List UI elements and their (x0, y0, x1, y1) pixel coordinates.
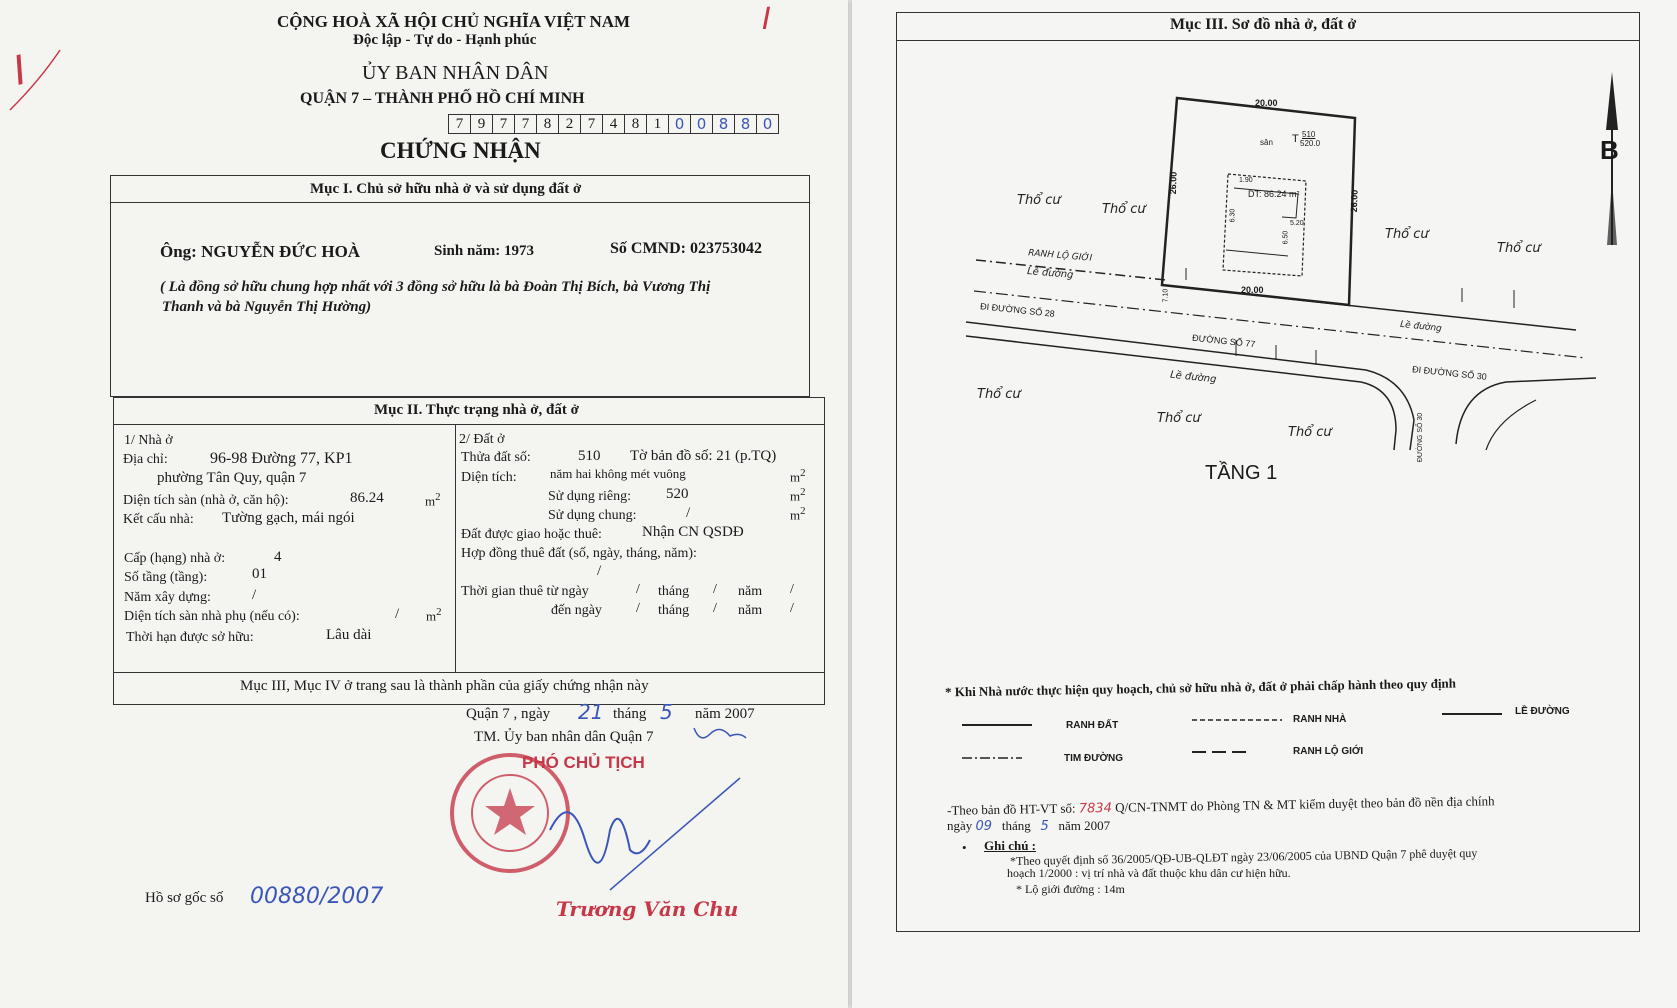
lease-from-month: / (713, 582, 717, 597)
serial-digit: 7 (515, 115, 537, 133)
parcel-value: 510 (578, 448, 601, 464)
notes-heading: Ghi chú : (984, 838, 1037, 853)
land-area-label: Diện tích: (461, 470, 517, 485)
yard-label: sân (1260, 138, 1273, 147)
owner-birth-year: Sinh năm: 1973 (434, 243, 535, 259)
serial-digit: 7 (581, 115, 603, 133)
notes-bullet: • (962, 840, 967, 855)
land-area-words: năm hai không mét vuông (550, 466, 686, 481)
note-2: * Lộ giới đường : 14m (1016, 882, 1125, 896)
lot-width-bottom: 20.00 (1241, 285, 1264, 295)
signatory-title: PHÓ CHỦ TỊCH (522, 753, 645, 772)
serial-digit: 8 (625, 115, 647, 133)
lease-from-day: / (636, 582, 640, 597)
house-heading: 1/ Nhà ở (124, 433, 173, 448)
signature (530, 770, 750, 900)
certificate-title: CHỨNG NHẬN (380, 138, 541, 163)
lease-from-month-label: tháng (658, 584, 690, 599)
legend-lines (942, 700, 1602, 770)
lease-to-day: / (636, 601, 640, 616)
margin-mark-right: I (762, 2, 771, 37)
legend-road-center: TIM ĐƯỜNG (1064, 753, 1124, 764)
owner-name: Ông: NGUYỄN ĐỨC HOÀ (160, 242, 361, 261)
map-reference-date: ngày 09 tháng 5 năm 2007 (947, 818, 1111, 834)
issue-date-month-label: tháng (613, 706, 647, 722)
ownership-term-value: Lâu dài (326, 627, 372, 643)
co-owner-line-2: Thanh và bà Nguyễn Thị Hường) (162, 299, 372, 315)
road-77-label: ĐƯỜNG SỐ 77 (1191, 332, 1256, 350)
section-1-title: Mục I. Chủ sở hữu nhà ở và sử dụng đất ở (310, 181, 582, 197)
national-motto: Độc lập - Tự do - Hạnh phúc (353, 32, 537, 48)
lease-from-year: / (790, 582, 794, 597)
legend-land-boundary: RANH ĐẤT (1066, 720, 1119, 731)
aux-area-label: Diện tích sàn nhà phụ (nếu có): (124, 609, 300, 624)
lease-to-month-label: tháng (658, 603, 690, 618)
year-value: / (252, 587, 257, 603)
private-use-unit: $m^2$ (790, 486, 806, 504)
setback-dimension: 7.10 (1162, 288, 1170, 303)
address-line-1: 96-98 Đường 77, KP1 (210, 450, 353, 467)
certificate-serial-number (448, 114, 779, 134)
section-2-title: Mục II. Thực trạng nhà ở, đất ở (374, 402, 579, 418)
margin-mark-left: I (8, 47, 32, 95)
note-1-line-1: *Theo quyết định số 36/2005/QĐ-UB-QLĐT ngày 23/06/2005 của UBND Quận 7 phê duyệt quy (1009, 845, 1478, 869)
serial-digit: 8 (537, 115, 559, 133)
plan-title: Mục III. Sơ đồ nhà ở, đất ở (1170, 16, 1357, 33)
shared-use-label: Sử dụng chung: (548, 508, 637, 523)
road-30-side-label: ĐƯỜNG SỐ 30 (1417, 412, 1425, 463)
file-number-value: 00880/2007 (250, 884, 384, 909)
dim-3: 6.50 (1282, 230, 1290, 245)
national-title: CỘNG HOÀ XÃ HỘI CHỦ NGHĨA VIỆT NAM (277, 12, 631, 31)
private-use-label: Sử dụng riêng: (548, 489, 632, 504)
structure-label: Kết cấu nhà: (123, 512, 194, 527)
allocation-value: Nhận CN QSDĐ (642, 524, 744, 540)
serial-digit: 7 (449, 115, 471, 133)
sidewalk-label: Lề đường (1026, 265, 1074, 282)
unit-m2: $m^2$ (425, 491, 441, 509)
signatory-organization: TM. Ủy ban nhân dân Quận 7 (474, 729, 654, 745)
dim-1: 1.90 (1239, 177, 1253, 184)
serial-digit-handwritten: 0 (669, 115, 691, 133)
sidewalk-label-3: Lề đường (1399, 319, 1443, 335)
issue-date-month: 5 (660, 700, 673, 724)
margin-scribble (0, 40, 70, 140)
parcel-prefix: T (1292, 133, 1299, 145)
shared-use-value: / (686, 505, 691, 521)
ownership-term-label: Thời hạn được sở hữu: (126, 630, 254, 645)
shared-use-unit: $m^2$ (790, 505, 806, 523)
road-30-label: ĐI ĐƯỜNG SỐ 30 (1411, 364, 1488, 382)
floor-label: TẦNG 1 (1205, 462, 1278, 484)
legend-road-boundary: RANH LỘ GIỚI (1293, 746, 1364, 757)
dim-2: 6.30 (1229, 208, 1237, 223)
neighbor-label: Thổ cư (1017, 193, 1061, 208)
co-owner-line-1: ( Là đồng sở hữu chung hợp nhất với 3 đồng sở hữu là bà Đoàn Thị Bích, bà Vương Thị (160, 279, 711, 295)
lease-contract-value: / (597, 563, 602, 579)
issue-date-year: năm 2007 (695, 706, 755, 722)
planning-notice: * Khi Nhà nước thực hiện quy hoạch, chủ sở hữu nhà ở, đất ở phải chấp hành theo quy định (944, 675, 1457, 700)
grade-value: 4 (274, 549, 282, 565)
site-plan-drawing (896, 40, 1636, 520)
grade-label: Cấp (hạng) nhà ở: (124, 551, 226, 566)
lease-from-year-label: năm (738, 584, 763, 599)
floors-label: Số tầng (tầng): (124, 570, 208, 585)
land-area-unit: $m^2$ (790, 467, 806, 485)
address-label: Địa chỉ: (123, 452, 168, 467)
attachment-note: Mục III, Mục IV ở trang sau là thành phần của giấy chứng nhận này (240, 678, 649, 694)
legend-sidewalk: LỀ ĐƯỜNG (1515, 706, 1570, 717)
serial-digit-handwritten: 8 (713, 115, 735, 133)
road-boundary-label: RANH LỘ GIỚI (1027, 248, 1093, 264)
lot-depth-right: 26.00 (1348, 189, 1360, 213)
map-sheet-number: Tờ bản đồ số: 21 (p.TQ) (630, 448, 777, 464)
neighbor-label: Thổ cư (1157, 411, 1201, 426)
certificate-plan-page (762, 0, 1677, 1008)
section-2-footer-rule (113, 672, 825, 673)
initials-scribble (690, 722, 750, 746)
aux-area-value: / (395, 606, 400, 622)
district-title: QUẬN 7 – THÀNH PHỐ HỒ CHÍ MINH (300, 90, 585, 107)
allocation-label: Đất được giao hoặc thuê: (461, 527, 602, 542)
structure-value: Tường gạch, mái ngói (222, 510, 355, 526)
road-28-label: ĐI ĐƯỜNG SỐ 28 (979, 301, 1056, 319)
serial-digit: 4 (603, 115, 625, 133)
serial-digit-handwritten: 0 (762, 115, 773, 133)
owner-id-number: Số CMND: 023753042 (610, 240, 762, 257)
house-area-label: DT: 86.24 m² (1248, 189, 1300, 199)
lot-depth-left: 26.00 (1167, 171, 1179, 195)
serial-digit: 2 (559, 115, 581, 133)
address-line-2: phường Tân Quy, quận 7 (157, 470, 307, 486)
committee-title: ỦY BAN NHÂN DÂN (362, 62, 549, 84)
aux-area-unit: $m^2$ (426, 606, 442, 624)
parcel-area-label: 520.0 (1300, 139, 1321, 148)
section-2-title-rule (113, 424, 825, 425)
lease-to-year-label: năm (738, 603, 763, 618)
signatory-name: Trương Văn Chu (556, 897, 739, 921)
legend-house-boundary: RANH NHÀ (1293, 714, 1347, 725)
section-1-title-rule (110, 202, 810, 203)
serial-digit: 7 (493, 115, 515, 133)
parcel-number-label: 510 (1302, 130, 1316, 139)
dim-4: 5.20 (1290, 220, 1304, 227)
lease-from-label: Thời gian thuê từ ngày (461, 584, 589, 599)
private-use-value: 520 (666, 486, 689, 502)
floors-value: 01 (252, 566, 267, 582)
note-1-line-2: hoạch 1/2000 : vị trí nhà và đất thuộc khu dân cư hiện hữu. (1007, 866, 1291, 880)
lease-to-year: / (790, 601, 794, 616)
issue-date-day: 21 (578, 700, 604, 724)
floor-area-label: Diện tích sàn (nhà ở, căn hộ): (123, 493, 289, 508)
serial-digit-handwritten: 0 (691, 115, 713, 133)
neighbor-label: Thổ cư (1385, 227, 1429, 242)
sidewalk-label-2: Lề đường (1169, 369, 1217, 386)
map-reference: -Theo bản đồ HT-VT số: 7834 Q/CN-TNMT do Phòng TN & MT kiểm duyệt theo bản đồ nền địa chính (946, 793, 1495, 818)
lease-contract-label: Hợp đồng thuê đất (số, ngày, tháng, năm): (461, 546, 697, 561)
floor-area-value: 86.24 (350, 490, 384, 506)
lot-boundary (1162, 98, 1355, 305)
neighbor-label: Thổ cư (1102, 202, 1146, 217)
parcel-label: Thửa đất số: (461, 450, 531, 465)
serial-digit-handwritten: 8 (735, 115, 757, 133)
year-label: Năm xây dựng: (124, 590, 211, 605)
section-2-divider (455, 424, 456, 672)
neighbor-label: Thổ cư (1288, 425, 1332, 440)
file-number-label: Hồ sơ gốc số (145, 890, 224, 906)
lease-to-label: đến ngày (551, 603, 602, 618)
lot-width-top: 20.00 (1255, 98, 1278, 108)
neighbor-label: Thổ cư (977, 387, 1021, 402)
issue-date-prefix: Quận 7 , ngày (466, 706, 551, 722)
land-heading: 2/ Đất ở (459, 432, 505, 447)
neighbor-label: Thổ cư (1497, 241, 1541, 256)
lease-to-month: / (713, 601, 717, 616)
serial-digit: 9 (471, 115, 493, 133)
serial-digit: 1 (647, 115, 669, 133)
north-label: B (1600, 135, 1619, 165)
